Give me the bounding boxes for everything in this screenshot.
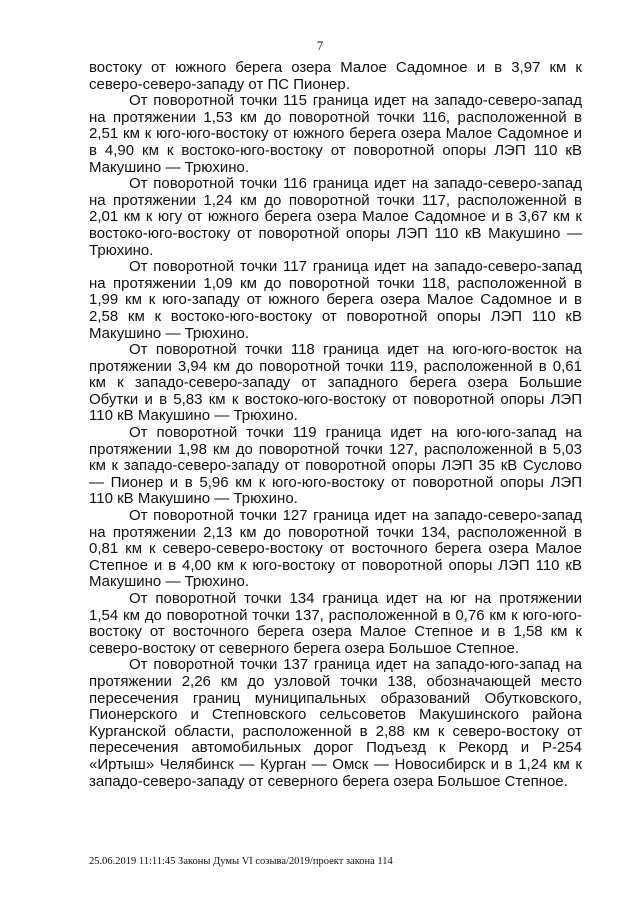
paragraph-point-137: От поворотной точки 137 граница идет на западо-юго-запад на протяжении 2,26 км до узловой точки 138, обозначающей место пересечения границ муниципальных образований Обутковского, Пионерского и Степновского сельсоветов Макушинского района Курганской области, расположенной в 2,88 км к северо-востоку от пересечения автомобильных дорог Подъезд к Рекорд и Р-254 «Иртыш» Челябинск — Курган — Омск — Новосибирск и в 1,24 км к западо-северо-западу от северного берега озера Большое Степное. xyxy=(89,656,582,790)
page-number: 7 xyxy=(316,38,324,53)
document-footer: 25.06.2019 11:11:45 Законы Думы VI созыва/2019/проект закона 114 xyxy=(89,856,393,867)
paragraph-point-134: От поворотной точки 134 граница идет на юг на протяжении 1,54 км до поворотной точки 137, расположенной в 0,76 км к юго-юго-востоку от восточного берега озера Малое Степное и в 1,58 км к северо-востоку от северного берега озера Большое Степное. xyxy=(89,590,582,657)
paragraph-point-116: От поворотной точки 116 граница идет на западо-северо-запад на протяжении 1,24 км до поворотной точки 117, расположенной в 2,01 км к югу от южного берега озера Малое Садомное и в 3,67 км к востоко-юго-востоку от поворотной опоры ЛЭП 110 кВ Макушино — Трюхино. xyxy=(89,175,582,259)
paragraph-continuation: востоку от южного берега озера Малое Садомное и в 3,97 км к северо-северо-западу от ПС Пионер. xyxy=(89,59,582,93)
paragraph-point-119: От поворотной точки 119 граница идет на юго-юго-запад на протяжении 1,98 км до поворотной точки 127, расположенной в 5,03 км к западо-северо-западу от поворотной опоры ЛЭП 35 кВ Суслово — Пионер и в 5,96 км к юго-юго-востоку от поворотной опоры ЛЭП 110 кВ Макушино — Трюхино. xyxy=(89,424,582,508)
paragraph-point-127: От поворотной точки 127 граница идет на западо-северо-запад на протяжении 2,13 км до поворотной точки 134, расположенной в 0,81 км к северо-северо-востоку от восточного берега озера Малое Степное и в 4,00 км к юго-востоку от поворотной опоры ЛЭП 110 кВ Макушино — Трюхино. xyxy=(89,507,582,591)
paragraph-point-115: От поворотной точки 115 граница идет на западо-северо-запад на протяжении 1,53 км до поворотной точки 116, расположенной в 2,51 км к юго-юго-востоку от южного берега озера Малое Садомное и в 4,90 км к востоко-юго-востоку от поворотной опоры ЛЭП 110 кВ Макушино — Трюхино. xyxy=(89,92,582,176)
paragraph-point-118: От поворотной точки 118 граница идет на юго-юго-восток на протяжении 3,94 км до поворотной точки 119, расположенной в 0,61 км к западо-северо-западу от западного берега озера Большие Обутки и в 5,83 км к востоко-юго-востоку от поворотной опоры ЛЭП 110 кВ Макушино — Трюхино. xyxy=(89,341,582,425)
paragraph-point-117: От поворотной точки 117 граница идет на западо-северо-запад на протяжении 1,09 км до поворотной точки 118, расположенной в 1,99 км к юго-западу от южного берега озера Малое Садомное и в 2,58 км к востоко-юго-востоку от поворотной опоры ЛЭП 110 кВ Макушино — Трюхино. xyxy=(89,258,582,342)
document-body xyxy=(89,60,582,790)
